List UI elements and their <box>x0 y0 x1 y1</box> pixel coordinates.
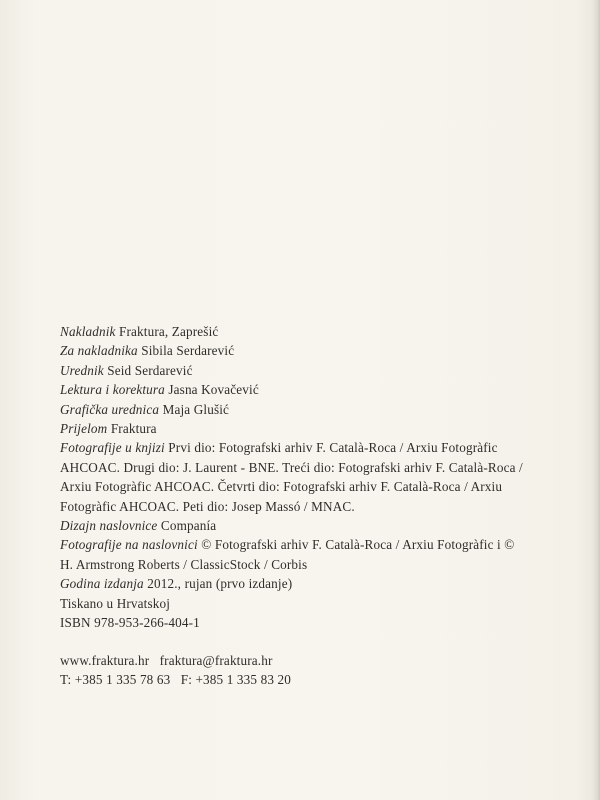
credit-editor <box>60 361 530 380</box>
credit-role: Fotografije u knjizi <box>60 440 165 456</box>
credit-value: Fraktura <box>110 421 157 437</box>
credit-graphic-editor <box>60 400 530 419</box>
credit-proofreading <box>60 380 530 399</box>
credit-role: Godina izdanja <box>60 576 144 592</box>
credit-value: 2012., rujan (prvo izdanje) <box>147 576 293 592</box>
credit-layout <box>60 419 530 438</box>
credit-value: Jasna Kovačević <box>168 382 259 398</box>
credit-role: Prijelom <box>60 421 108 437</box>
page-edge-shadow <box>592 0 600 800</box>
credit-value: Prvi dio: Fotografski arhiv F. Català-Roca / Arxiu Fotogràfic AHCOAC. Drugi dio: J. Laurent - BNE. Treći dio: Fotografski arhiv F. Català-Roca / Arxiu Fotogràfic AHCOAC. Četvrti dio: Fotografski arhiv F. Català-Roca / Arxiu Fotogràfic AHCOAC. Peti dio: Josep Massó / MNAC. <box>60 440 523 514</box>
contact-phone-fax <box>60 670 530 689</box>
credit-publisher <box>60 322 530 341</box>
credit-publication-year <box>60 574 530 593</box>
credit-value: Maja Glušić <box>162 401 230 417</box>
credit-value: Companía <box>160 518 217 534</box>
credit-value: Fraktura, Zaprešić <box>119 324 219 339</box>
phone-number: T: +385 1 335 78 63 <box>60 671 171 687</box>
credit-cover-design <box>60 516 530 535</box>
credit-role: Grafička urednica <box>60 401 160 417</box>
website-link: www.fraktura.hr <box>60 652 150 668</box>
credit-role: Nakladnik <box>60 324 116 339</box>
credit-value: © Fotografski arhiv F. Català-Roca / Arxiu Fotogràfic i © H. Armstrong Roberts / ClassicStock / Corbis <box>60 537 515 572</box>
credit-role: Dizajn naslovnice <box>60 518 158 534</box>
credit-cover-photos <box>60 535 530 574</box>
credit-role: Lektura i korektura <box>60 382 165 398</box>
contact-web-email <box>60 651 530 670</box>
credit-role: Za nakladnika <box>60 343 138 359</box>
isbn: ISBN 978-953-266-404-1 <box>60 615 200 631</box>
spacer <box>60 633 530 651</box>
colophon <box>60 322 530 689</box>
credit-value: Sibila Serdarević <box>141 343 235 359</box>
credit-value: Seid Serdarević <box>107 362 193 378</box>
email-link: fraktura@fraktura.hr <box>159 652 273 668</box>
credit-role: Urednik <box>60 362 104 378</box>
printed-in: Tiskano u Hrvatskoj <box>60 595 171 611</box>
credit-photos-in-book <box>60 438 530 516</box>
credit-for-publisher <box>60 341 530 360</box>
fax-number: F: +385 1 335 83 20 <box>180 671 292 687</box>
credit-role: Fotografije na naslovnici <box>60 537 198 553</box>
